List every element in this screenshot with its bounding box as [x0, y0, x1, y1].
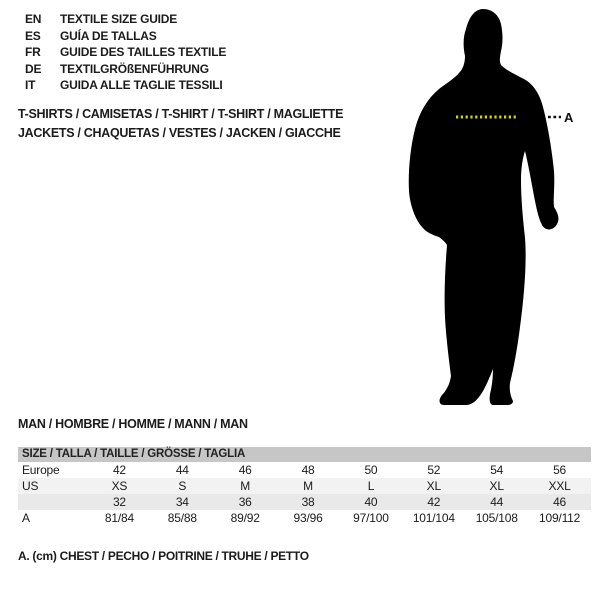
- row-label: US: [22, 479, 39, 493]
- category-list: [18, 105, 343, 142]
- language-label: TEXTILE SIZE GUIDE: [60, 12, 178, 26]
- size-cell: 93/96: [293, 511, 323, 525]
- size-cell: 40: [364, 495, 378, 509]
- size-cell: XXL: [548, 479, 571, 493]
- language-label: GUIDE DES TAILLES TEXTILE: [60, 45, 227, 59]
- size-cell: 97/100: [353, 511, 389, 525]
- section-title-man: MAN / HOMBRE / HOMME / MANN / MAN: [18, 417, 248, 431]
- language-row: [25, 28, 226, 45]
- size-cell: M: [303, 479, 313, 493]
- size-cell: 81/84: [104, 511, 134, 525]
- size-table-header: SIZE / TALLA / TAILLE / GRÖSSE / TAGLIA: [18, 447, 591, 462]
- language-code: EN: [25, 12, 42, 26]
- size-cell: 85/88: [167, 511, 197, 525]
- language-label: TEXTILGRÖßENFÜHRUNG: [60, 61, 209, 76]
- language-code: ES: [25, 28, 41, 43]
- size-cell: 32: [112, 495, 126, 509]
- size-cell: XL: [489, 479, 504, 493]
- table-row-europe: [18, 462, 591, 478]
- size-table: [18, 447, 591, 526]
- size-cell: 101/104: [412, 511, 455, 525]
- size-cell: 56: [553, 463, 567, 477]
- language-row: [25, 61, 226, 78]
- language-row: [25, 44, 226, 61]
- measurement-legend: A. (cm) CHEST / PECHO / POITRINE / TRUHE / PETTO: [18, 549, 309, 563]
- table-row-numeric: [18, 494, 591, 510]
- table-row-chest-a: [18, 510, 591, 526]
- language-list: [25, 11, 226, 94]
- category-line-tshirts: T-SHIRTS / CAMISETAS / T-SHIRT / T-SHIRT / MAGLIETTE: [18, 107, 344, 121]
- size-cell: 52: [427, 463, 441, 477]
- size-cell: 44: [175, 463, 189, 477]
- man-silhouette-figure: [405, 5, 575, 407]
- language-code: DE: [25, 61, 42, 76]
- size-cell: 36: [238, 495, 252, 509]
- measure-label-a: A: [564, 110, 574, 125]
- size-cell: 42: [427, 495, 441, 509]
- category-line-jackets: JACKETS / CHAQUETAS / VESTES / JACKEN / GIACCHE: [18, 125, 341, 140]
- size-cell: 38: [301, 495, 315, 509]
- size-cell: 48: [301, 463, 315, 477]
- language-label: GUIDA ALLE TAGLIE TESSILI: [60, 78, 223, 92]
- size-cell: S: [178, 479, 187, 493]
- row-label: Europe: [22, 463, 60, 477]
- language-row: [25, 11, 226, 28]
- size-cell: 44: [490, 495, 504, 509]
- size-cell: M: [240, 479, 251, 493]
- size-cell: XL: [426, 479, 441, 493]
- language-label: GUÍA DE TALLAS: [60, 28, 157, 43]
- size-cell: 105/108: [475, 511, 518, 525]
- size-cell: 42: [112, 463, 126, 477]
- size-cell: 109/112: [539, 511, 581, 525]
- size-cell: 34: [175, 495, 189, 509]
- size-cell: 50: [364, 463, 378, 477]
- table-row-us: [18, 478, 591, 494]
- size-cell: 46: [238, 463, 252, 477]
- size-cell: 46: [553, 495, 567, 509]
- size-cell: 89/92: [230, 511, 260, 525]
- size-cell: XS: [111, 479, 128, 493]
- size-cell: L: [367, 479, 375, 493]
- language-code: FR: [25, 45, 41, 59]
- language-code: IT: [25, 78, 36, 92]
- language-row: [25, 77, 226, 94]
- size-cell: 54: [490, 463, 504, 477]
- row-label: A: [22, 511, 30, 525]
- man-silhouette: [409, 9, 559, 405]
